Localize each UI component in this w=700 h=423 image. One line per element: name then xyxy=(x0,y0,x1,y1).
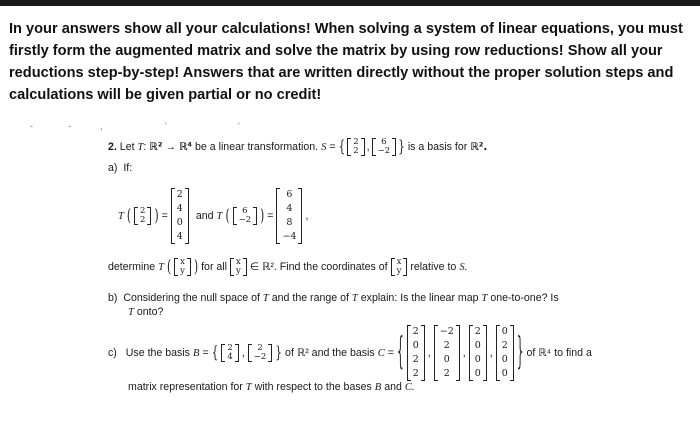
question-2-header xyxy=(108,138,487,156)
C-vector-3: 2 0 0 0 xyxy=(469,325,487,381)
part-b-line2: T onto? xyxy=(128,306,164,318)
margin-tick: - xyxy=(30,121,33,131)
xy-vector: x y xyxy=(391,258,408,276)
margin-tick: - xyxy=(68,121,71,131)
instructions-paragraph: In your answers show all your calculations! When solving a system of linear equations, you must firstly form the augmented matrix and solve the matrix by using row reductions! Show all your reductions step-by-step! Answers that are written directly without the proper solution steps and calculations will be given partial or no credit! xyxy=(9,21,683,103)
top-dark-bar xyxy=(0,0,700,6)
colon: : xyxy=(143,141,147,153)
margin-tick: , xyxy=(100,121,103,131)
C-vector-4: 0 2 0 0 xyxy=(496,325,514,381)
linear-text: be a linear transformation. xyxy=(195,141,319,153)
margin-tick: ' xyxy=(165,121,167,131)
output-vector-1: 2 4 0 4 xyxy=(171,188,189,244)
xy-vector: x y xyxy=(230,258,247,276)
basis-set-S: { 2 2 , 6 −2 } xyxy=(338,137,405,156)
C-vector-1: 2 0 2 2 xyxy=(407,325,425,381)
T-symbol: T xyxy=(137,142,144,153)
R2-symbol: ℝ² xyxy=(149,141,163,153)
part-a-label: a) If: xyxy=(108,162,133,174)
scan-margin-marks xyxy=(0,118,700,130)
part-b: b) Considering the null space of T and the range of T explain: Is the linear map T one-to-one? Is xyxy=(108,292,559,304)
let-text: Let xyxy=(119,141,135,153)
R4-symbol: ℝ⁴ xyxy=(178,141,193,153)
B-vector-2: 2 −2 xyxy=(248,344,273,362)
input-vector-2: 6 −2 xyxy=(233,207,258,225)
equals: = xyxy=(329,141,336,153)
B-vector-1: 2 4 xyxy=(221,344,238,362)
question-number: 2. xyxy=(108,141,117,153)
output-vector-2: 6 4 8 −4 xyxy=(276,188,302,244)
arrow-symbol: → xyxy=(165,141,176,153)
S-symbol: S xyxy=(321,142,327,153)
and-text: and xyxy=(195,210,214,222)
basis-vector-2: 6 −2 xyxy=(372,138,397,156)
part-a-equations: T ( 2 2 ) = 2 4 0 4 and T ( 6 −2 ) = 6 4 8 −4 , xyxy=(118,189,309,242)
part-c: c) Use the basis B = { 2 4 , 2 −2 } of ℝ² and the basis C = { 2 0 2 2 , −2 2 0 2 , 2 0 0 0 , 0 2 0 0 } of ℝ⁴ to find a xyxy=(108,326,592,379)
xy-vector: x y xyxy=(174,258,191,276)
part-c-line2: matrix representation for T with respect to the bases B and C. xyxy=(128,381,415,393)
input-vector-1: 2 2 xyxy=(134,207,151,225)
basis-R2: ℝ². xyxy=(470,141,488,153)
basis-text: is a basis for xyxy=(407,141,468,153)
margin-tick: ' xyxy=(238,121,240,131)
basis-vector-1: 2 2 xyxy=(347,138,364,156)
C-vector-2: −2 2 0 2 xyxy=(434,325,460,381)
part-a-determine: determine T ( x y ) for all x y ∈ ℝ². Find the coordinates of x y relative to S. xyxy=(108,257,468,277)
